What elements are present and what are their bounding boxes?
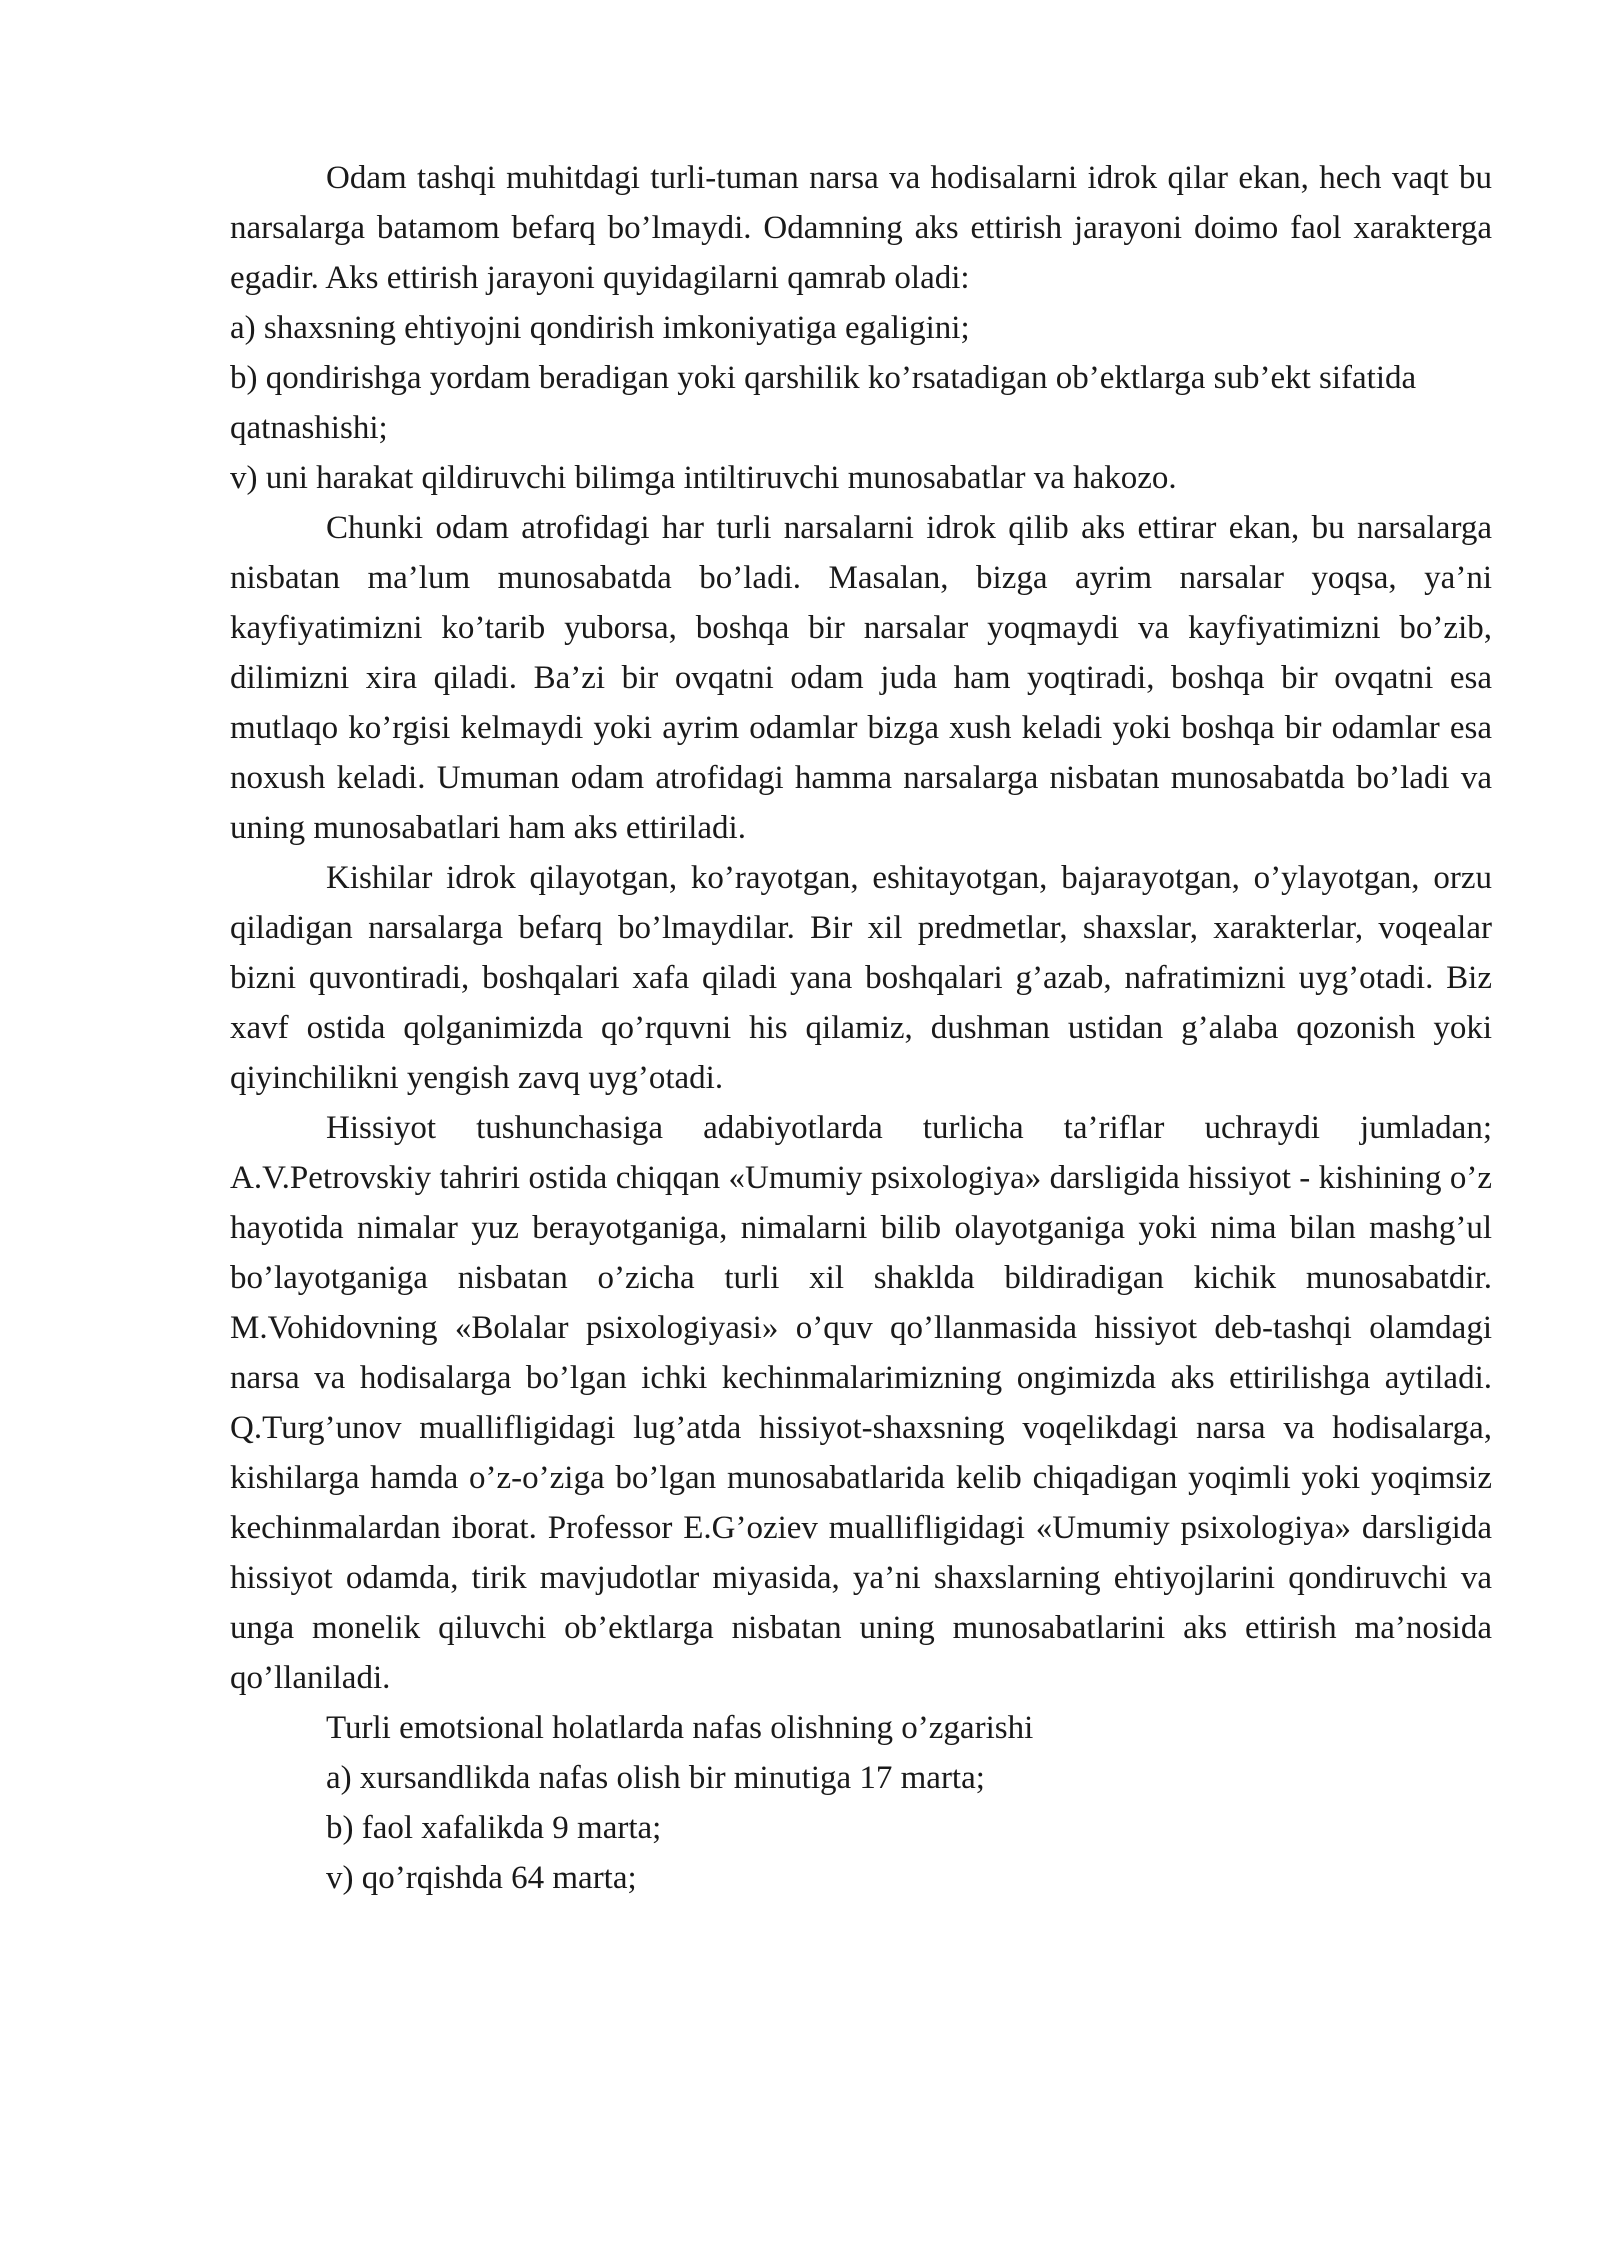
paragraph-definitions: Hissiyot tushunchasiga adabiyotlarda turlicha ta’riflar uchraydi jumladan; A.V.Petrovskiy tahriri ostida chiqqan «Umumiy psixologiya» darsligida hissiyot - kishining o’z hayotida nimalar yuz berayotganiga, nimalarni bilib olayotganiga yoki nima bilan mashg’ul bo’layotganiga nisbatan o’zicha turli xil shaklda bildiradigan kichik munosabatdir. M.Vohidovning «Bolalar psixologiyasi» o’quv qo’llanmasida hissiyot deb-tashqi olamdagi narsa va hodisalarga bo’lgan ichki kechinmalarimizning ongimizda aks ettirilishga aytiladi. Q.Turg’unov muallifligidagi lug’atda hissiyot-shaxsning voqelikdagi narsa va hodisalarga, kishilarga hamda o’z-o’ziga bo’lgan munosabatlarida kelib chiqadigan yoqimli yoki yoqimsiz kechinmalardan iborat. Professor E.G’oziev muallifligidagi «Umumiy psixologiya» darsligida hissiyot odamda, tirik mavjudotlar miyasida, ya’ni shaxslarning ehtiyojlarini qondiruvchi va unga monelik qiluvchi ob’ektlarga nisbatan uning munosabatlarini aks ettirish ma’nosida qo’llaniladi. <box>230 1110 1492 1696</box>
list-item-a: a) shaxsning ehtiyojni qondirish imkoniyatiga egaligini; <box>230 310 970 346</box>
paragraph-people-emotions: Kishilar idrok qilayotgan, ko’rayotgan, eshitayotgan, bajarayotgan, o’ylayotgan, orzu qiladigan narsalarga befarq bo’lmaydilar. Bir xil predmetlar, shaxslar, xarakterlar, voqealar bizni quvontiradi, boshqalari xafa qiladi yana boshqalari g’azab, nafratimizni uyg’otadi. Biz xavf ostida qolganimizda qo’rquvni his qilamiz, dushman ustidan g’alaba qozonish yoki qiyinchilikni yengish zavq uyg’otadi. <box>230 860 1492 1096</box>
list-item-v: v) uni harakat qildiruvchi bilimga intiltiruvchi munosabatlar va hakozo. <box>230 460 1177 496</box>
document-page <box>230 153 1492 1903</box>
breathing-item-a: a) xursandlikda nafas olish bir minutiga 17 marta; <box>326 1760 985 1796</box>
breathing-item-b: b) faol xafalikda 9 marta; <box>326 1810 662 1846</box>
paragraph-attitude: Chunki odam atrofidagi har turli narsalarni idrok qilib aks ettirar ekan, bu narsalarga nisbatan ma’lum munosabatda bo’ladi. Masalan, bizga ayrim narsalar yoqsa, ya’ni kayfiyatimizni ko’tarib yuborsa, boshqa bir narsalar yoqmaydi va kayfiyatimizni bo’zib, dilimizni xira qiladi. Ba’zi bir ovqatni odam juda ham yoqtiradi, boshqa bir ovqatni esa mutlaqo ko’rgisi kelmaydi yoki ayrim odamlar bizga xush keladi yoki boshqa bir odamlar esa noxush keladi. Umuman odam atrofidagi hamma narsalarga nisbatan munosabatda bo’ladi va uning munosabatlari ham aks ettiriladi. <box>230 510 1492 846</box>
breathing-heading: Turli emotsional holatlarda nafas olishning o’zgarishi <box>326 1710 1034 1746</box>
paragraph-intro: Odam tashqi muhitdagi turli-tuman narsa va hodisalarni idrok qilar ekan, hech vaqt bu narsalarga batamom befarq bo’lmaydi. Odamning aks ettirish jarayoni doimo faol xarakterga egadir. Aks ettirish jarayoni quyidagilarni qamrab oladi: <box>230 160 1492 296</box>
list-item-b: b) qondirishga yordam beradigan yoki qarshilik ko’rsatadigan ob’ektlarga sub’ekt sifatida qatnashishi; <box>230 360 1417 446</box>
breathing-item-v: v) qo’rqishda 64 marta; <box>326 1860 637 1896</box>
